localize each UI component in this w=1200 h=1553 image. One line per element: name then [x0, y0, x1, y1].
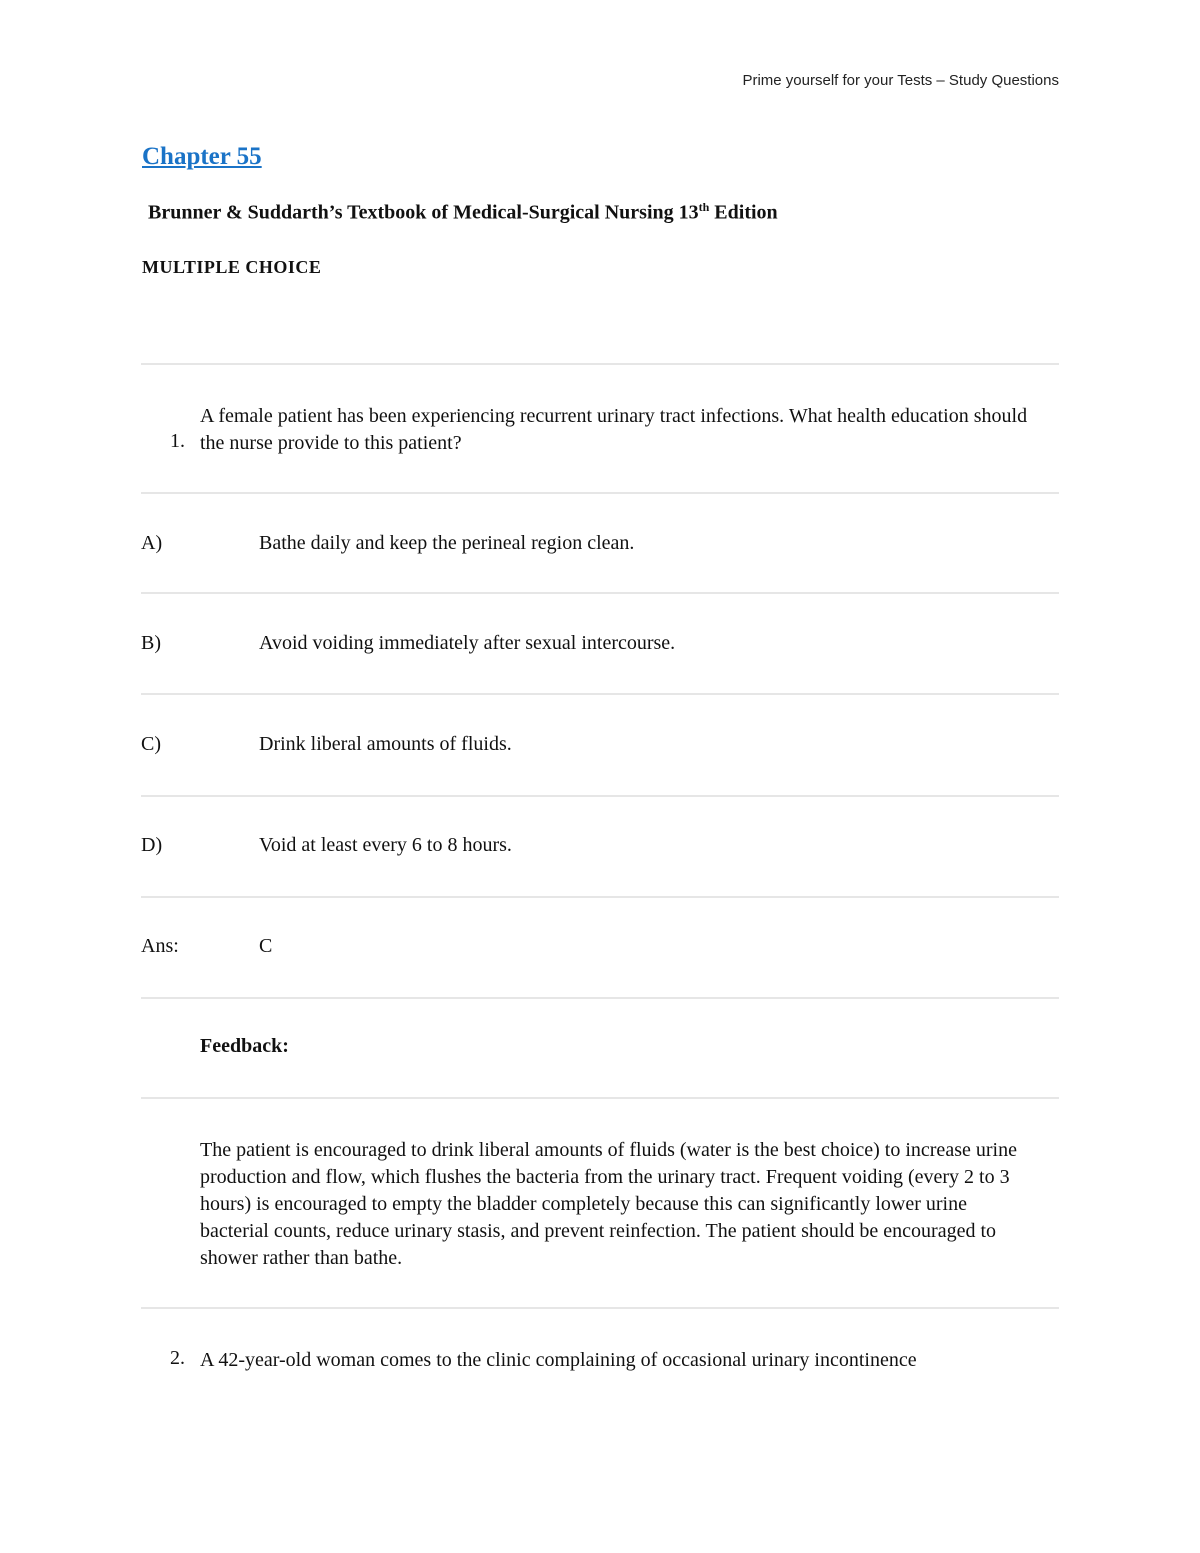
book-title-main: Brunner & Suddarth’s Textbook of Medical-Surgical Nursing 13 [148, 201, 699, 224]
divider [141, 492, 1059, 494]
option-a-text: Bathe daily and keep the perineal region clean. [259, 532, 635, 554]
chapter-title[interactable]: Chapter 55 [142, 143, 262, 170]
answer-label: Ans: [141, 935, 179, 957]
divider [141, 363, 1059, 365]
divider [141, 693, 1059, 695]
section-heading: MULTIPLE CHOICE [142, 257, 322, 277]
option-c-text: Drink liberal amounts of fluids. [259, 733, 512, 755]
feedback-text: The patient is encouraged to drink liberal amounts of fluids (water is the best choice) to increase urine production and flow, which flushes the bacteria from the urinary tract. Frequent voiding (every 2 to 3 hours) is encouraged to empty the bladder completely because this can significantly lower urine bacterial counts, reduce urinary stasis, and prevent reinfection. The patient should be encouraged to shower rather than bathe. [200, 1139, 1017, 1269]
question-number: 1. [170, 430, 185, 452]
question-text: A female patient has been experiencing recurrent urinary tract infections. What health education should the nurse provide to this patient? [200, 405, 1028, 454]
divider [141, 1097, 1059, 1099]
option-c-letter: C) [141, 733, 161, 755]
divider [141, 997, 1059, 999]
option-b-text: Avoid voiding immediately after sexual intercourse. [259, 632, 676, 654]
book-title-sup: th [698, 200, 710, 214]
divider [141, 1307, 1059, 1309]
divider [141, 795, 1059, 797]
option-b-letter: B) [141, 632, 161, 654]
header-note: Prime yourself for your Tests – Study Questions [742, 72, 1059, 89]
divider [141, 592, 1059, 594]
book-title [148, 200, 778, 225]
question-text: A 42-year-old woman comes to the clinic complaining of occasional urinary incontinence [200, 1349, 917, 1371]
option-a-letter: A) [141, 532, 163, 554]
question-number: 2. [170, 1347, 185, 1369]
divider [141, 896, 1059, 898]
book-title-edition: Edition [709, 201, 778, 224]
feedback-label: Feedback: [200, 1035, 289, 1057]
answer-value: C [259, 935, 273, 957]
option-d-text: Void at least every 6 to 8 hours. [259, 834, 512, 856]
option-d-letter: D) [141, 834, 163, 856]
